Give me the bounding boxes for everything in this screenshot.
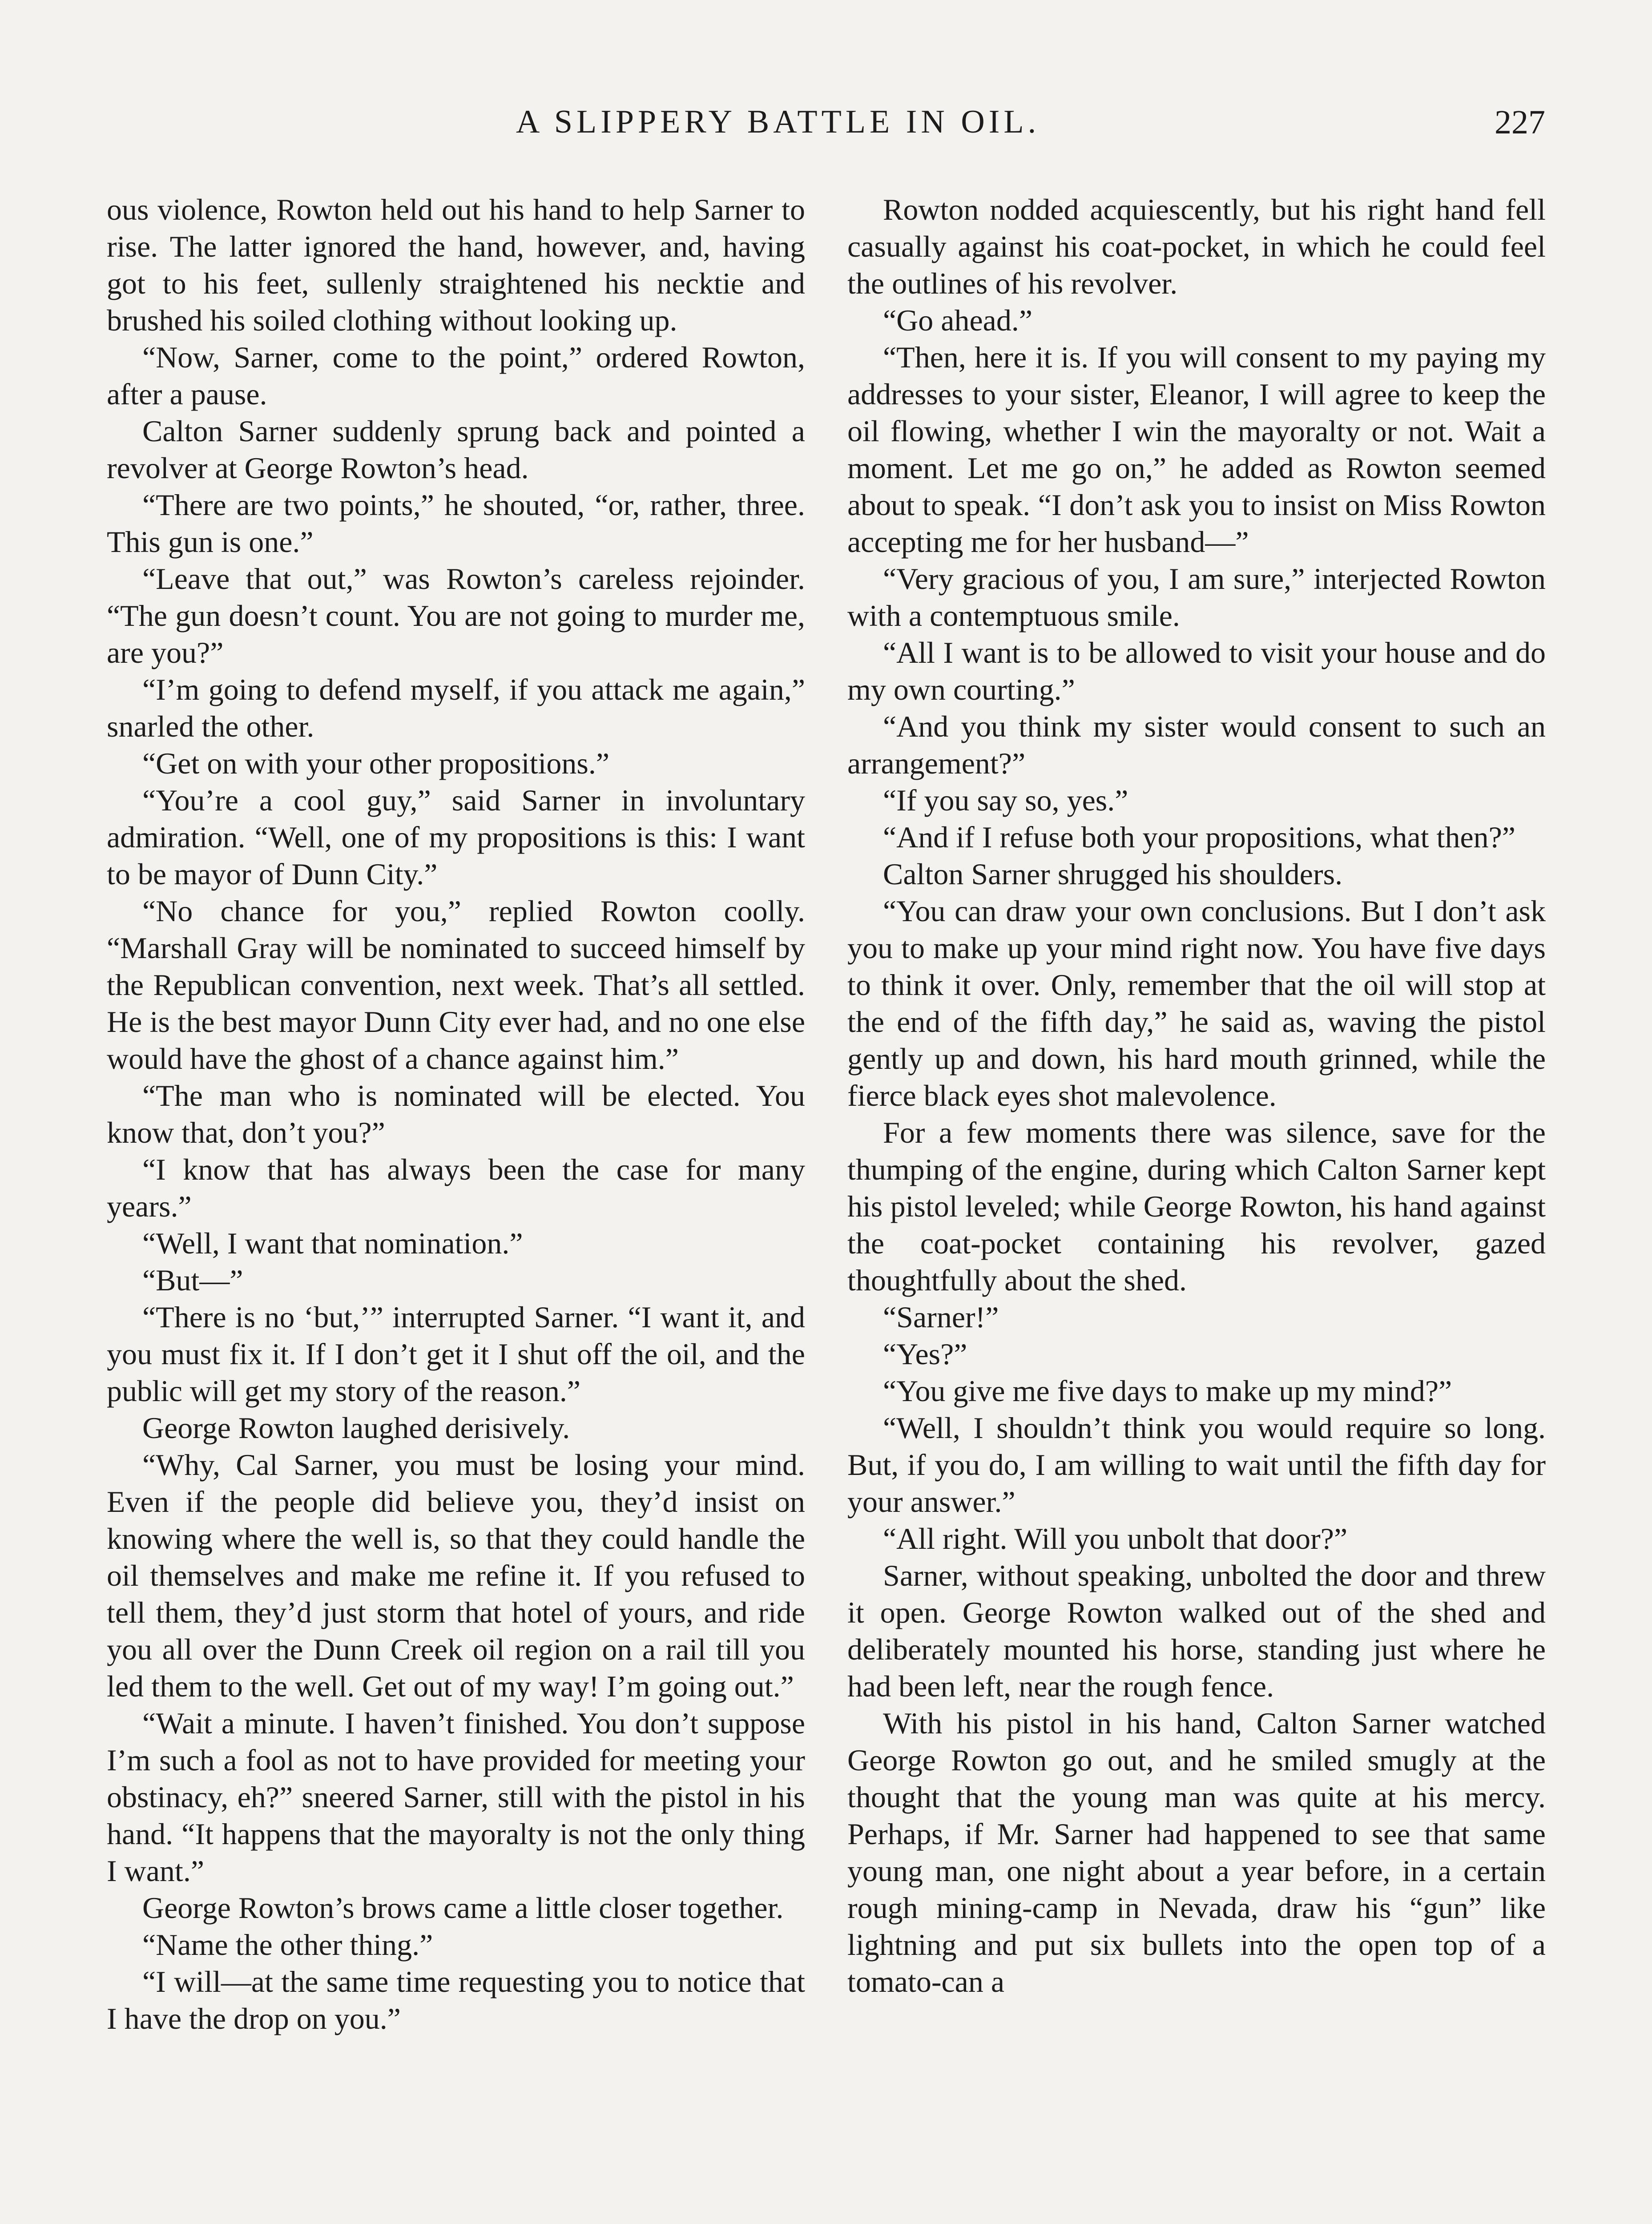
paragraph: ous violence, Rowton held out his hand to help Sarner to rise. The latter ignored the hand, however, and, having got to his feet, sullenly straightened his necktie and brushed his soiled clothing without looking up. (107, 193, 805, 337)
paragraph: “Yes?” (883, 1337, 967, 1371)
paragraph: “And if I refuse both your propositions, what then?” (883, 820, 1515, 854)
paragraph: “Name the other thing.” (142, 1928, 433, 1962)
paragraph: “Now, Sarner, come to the point,” ordered Rowton, after a pause. (107, 340, 805, 411)
paragraph: “Well, I want that nomination.” (142, 1226, 523, 1260)
paragraph: For a few moments there was silence, save for the thumping of the engine, during which Calton Sarner kept his pistol leveled; while George Rowton, his hand against the coat-pocket containing his revolver, gazed thoughtfully about the shed. (847, 1116, 1546, 1297)
paragraph: “No chance for you,” replied Rowton coolly. “Marshall Gray will be nominated to succeed himself by the Republican convention, next week. That’s all settled. He is the best mayor Dunn City ever had, and no one else would have the ghost of a chance against him.” (107, 894, 805, 1076)
paragraph: “All right. Will you unbolt that door?” (883, 1522, 1348, 1555)
paragraph: “There is no ‘but,’” interrupted Sarner. “I want it, and you must fix it. If I don’t get it I shut off the oil, and the public will get my story of the reason.” (107, 1300, 805, 1408)
paragraph: “But—” (142, 1263, 243, 1297)
paragraph: “Why, Cal Sarner, you must be losing your mind. Even if the people did believe you, they’d insist on knowing where the well is, so that they could handle the oil themselves and make me refine it. If you refused to tell them, they’d just storm that hotel of yours, and ride you all over the Dunn Creek oil region on a rail till you led them to the well. Get out of my way! I’m going out.” (107, 1448, 805, 1703)
paragraph: “Get on with your other propositions.” (142, 746, 610, 780)
paragraph: “I will—at the same time requesting you to notice that I have the drop on you.” (107, 1965, 805, 2035)
paragraph: “You can draw your own conclusions. But I don’t ask you to make up your mind right now. You have five days to think it over. Only, remember that the oil will stop at the end of the fifth day,” he said as, waving the pistol gently up and down, his hard mouth grinned, while the fierce black eyes shot malevolence. (847, 894, 1546, 1112)
paragraph: “Leave that out,” was Rowton’s careless rejoinder. “The gun doesn’t count. You are not going to murder me, are you?” (107, 562, 805, 669)
running-title: A SLIPPERY BATTLE IN OIL. (516, 104, 1040, 140)
paragraph: “Go ahead.” (883, 303, 1033, 337)
page-number: 227 (1495, 104, 1545, 141)
paragraph: Rowton nodded acquiescently, but his right hand fell casually against his coat-pocket, in which he could feel the outlines of his revolver. (847, 193, 1546, 300)
paragraph: “There are two points,” he shouted, “or, rather, three. This gun is one.” (107, 488, 805, 559)
paragraph: “You’re a cool guy,” said Sarner in involuntary admiration. “Well, one of my propositions is this: I want to be mayor of Dunn City.” (107, 783, 805, 891)
paragraph: Calton Sarner shrugged his shoulders. (883, 857, 1343, 891)
paragraph: With his pistol in his hand, Calton Sarner watched George Rowton go out, and he smiled smugly at the thought that the young man was quite at his mercy. Perhaps, if Mr. Sarner had happened to see that same young man, one night about a year before, in a certain rough mining-camp in Nevada, draw his “gun” like lightning and put six bullets into the open top of a tomato-can a (847, 1706, 1546, 1998)
paragraph: “I’m going to defend myself, if you attack me again,” snarled the other. (107, 673, 805, 743)
paragraph: “The man who is nominated will be elected. You know that, don’t you?” (107, 1079, 805, 1149)
paragraph: Calton Sarner suddenly sprung back and pointed a revolver at George Rowton’s head. (107, 414, 805, 485)
paragraph: “You give me five days to make up my mind?” (883, 1374, 1452, 1408)
paragraph: “And you think my sister would consent to such an arrangement?” (847, 709, 1546, 780)
paragraph: George Rowton laughed derisively. (142, 1411, 570, 1445)
paragraph: “Wait a minute. I haven’t finished. You don’t suppose I’m such a fool as not to have provided for meeting your obstinacy, eh?” sneered Sarner, still with the pistol in his hand. “It happens that the mayoralty is not the only thing I want.” (107, 1706, 805, 1888)
page-header (0, 103, 1652, 157)
left-column (107, 191, 805, 2224)
paragraph: “Well, I shouldn’t think you would require so long. But, if you do, I am willing to wait until the fifth day for your answer.” (847, 1411, 1546, 1519)
paragraph: “Very gracious of you, I am sure,” interjected Rowton with a contemptuous smile. (847, 562, 1546, 633)
paragraph: George Rowton’s brows came a little closer together. (142, 1891, 784, 1925)
paragraph: “Sarner!” (883, 1300, 999, 1334)
right-column (847, 191, 1546, 2224)
paragraph: “I know that has always been the case for many years.” (107, 1152, 805, 1223)
paragraph: “Then, here it is. If you will consent to my paying my addresses to your sister, Eleanor, I will agree to keep the oil flowing, whether I win the mayoralty or not. Wait a moment. Let me go on,” he added as Rowton seemed about to speak. “I don’t ask you to insist on Miss Rowton accepting me for her husband—” (847, 340, 1546, 559)
paragraph: “All I want is to be allowed to visit your house and do my own courting.” (847, 636, 1546, 706)
paragraph: “If you say so, yes.” (883, 783, 1128, 817)
paragraph: Sarner, without speaking, unbolted the door and threw it open. George Rowton walked out of the shed and deliberately mounted his horse, standing just where he had been left, near the rough fence. (847, 1559, 1546, 1703)
